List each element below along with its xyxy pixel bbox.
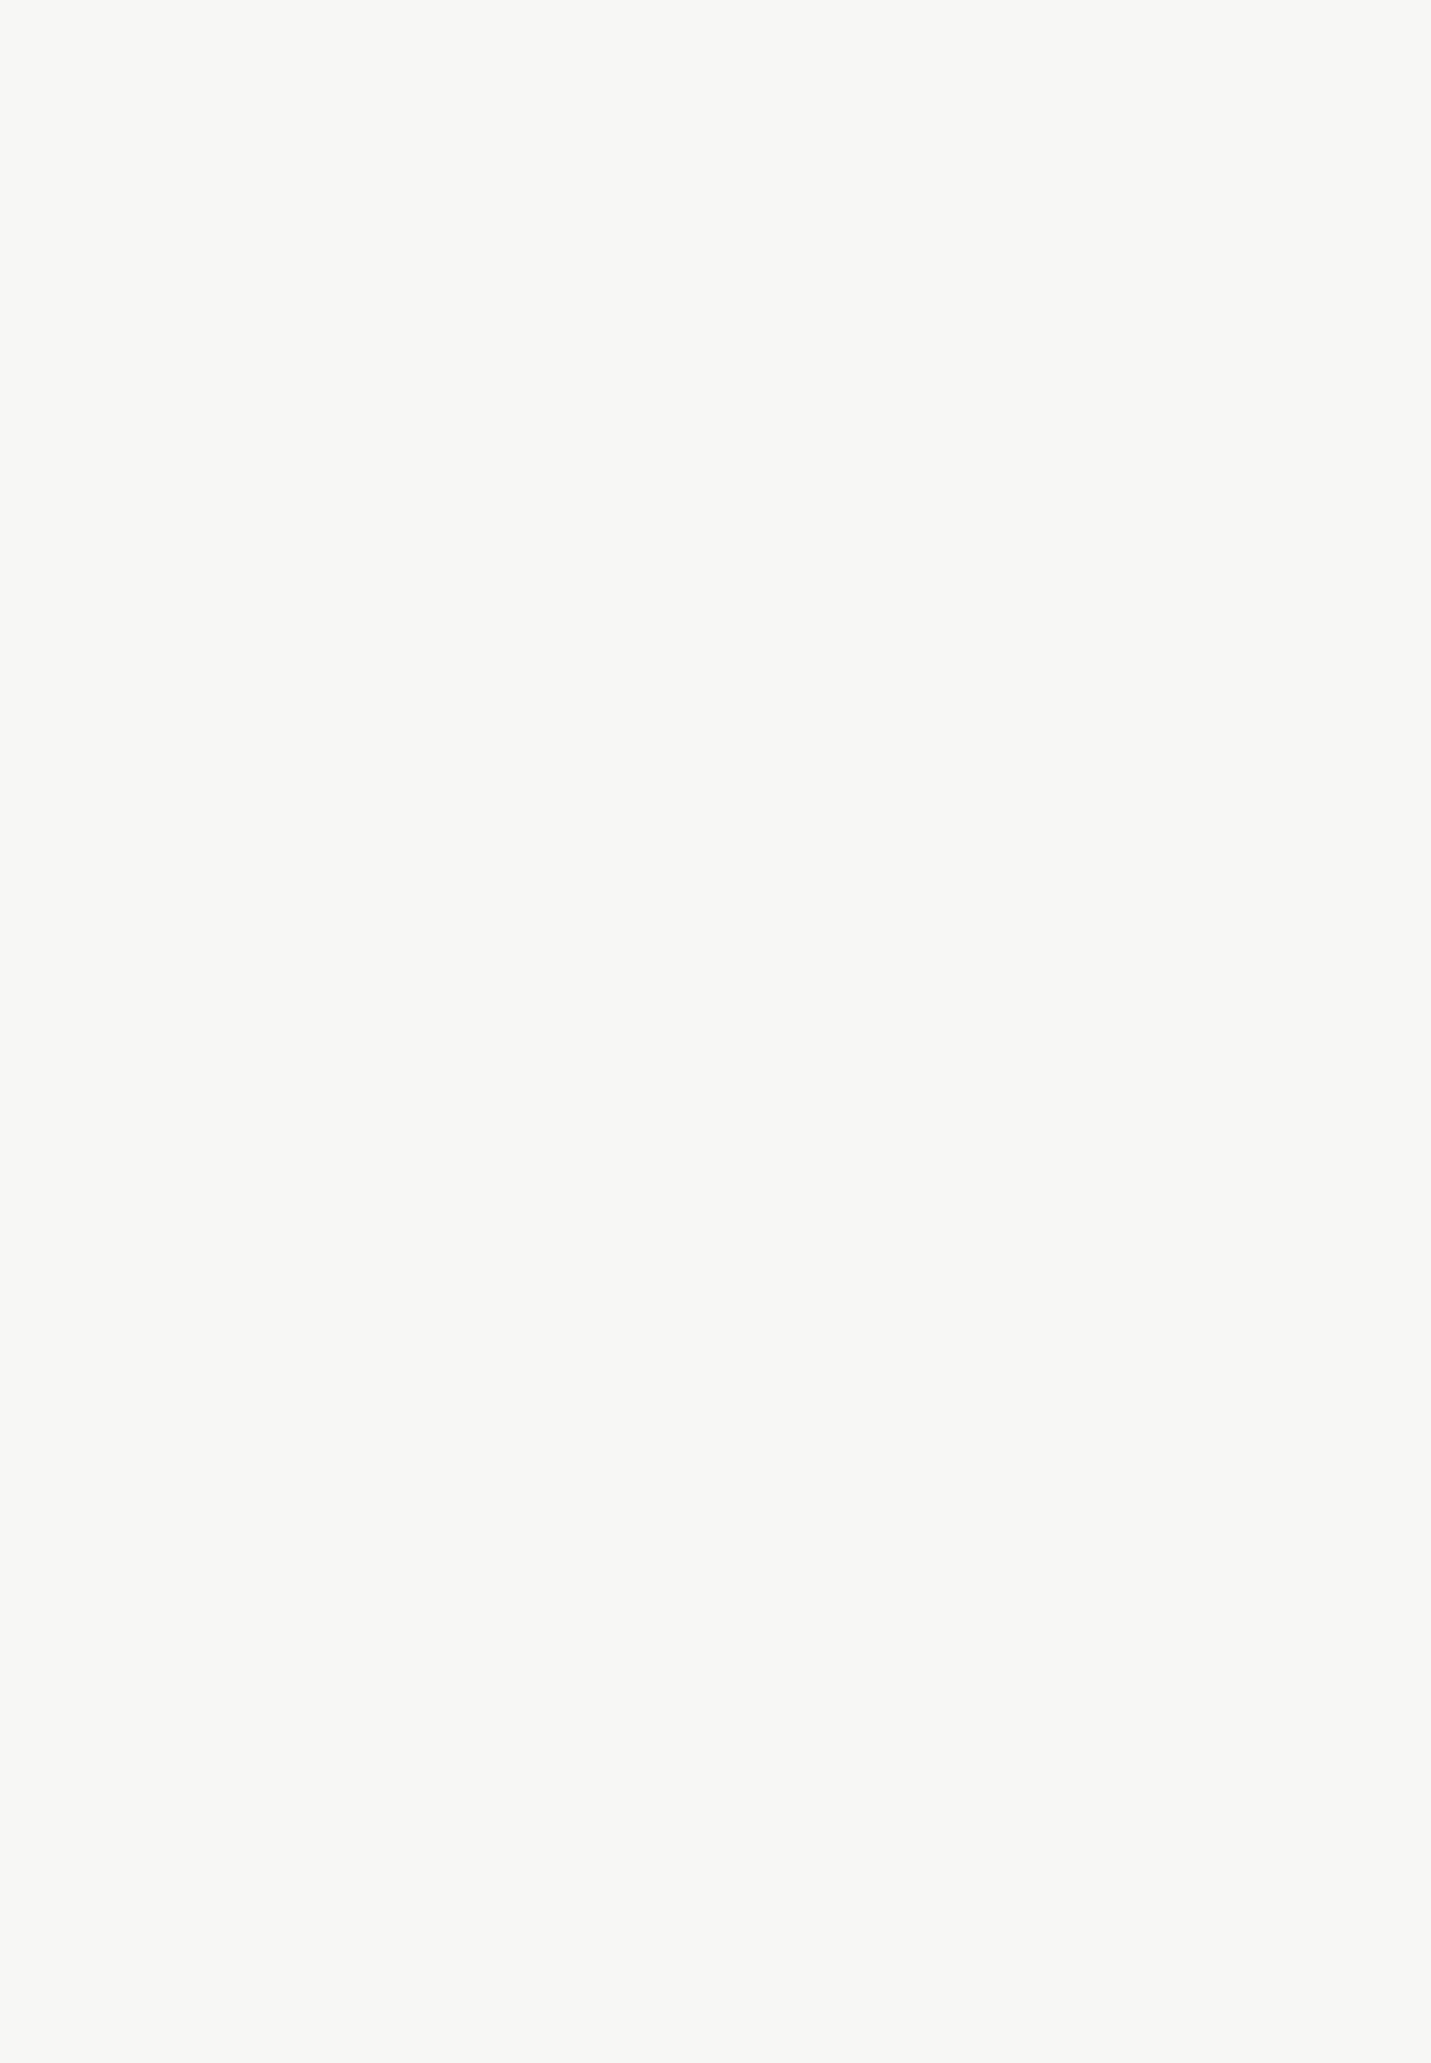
page-content xyxy=(143,170,1293,261)
section-d xyxy=(143,216,1293,262)
section-d-heading xyxy=(143,216,1293,262)
section-c-heading xyxy=(143,170,1293,216)
section-c xyxy=(143,170,1293,216)
